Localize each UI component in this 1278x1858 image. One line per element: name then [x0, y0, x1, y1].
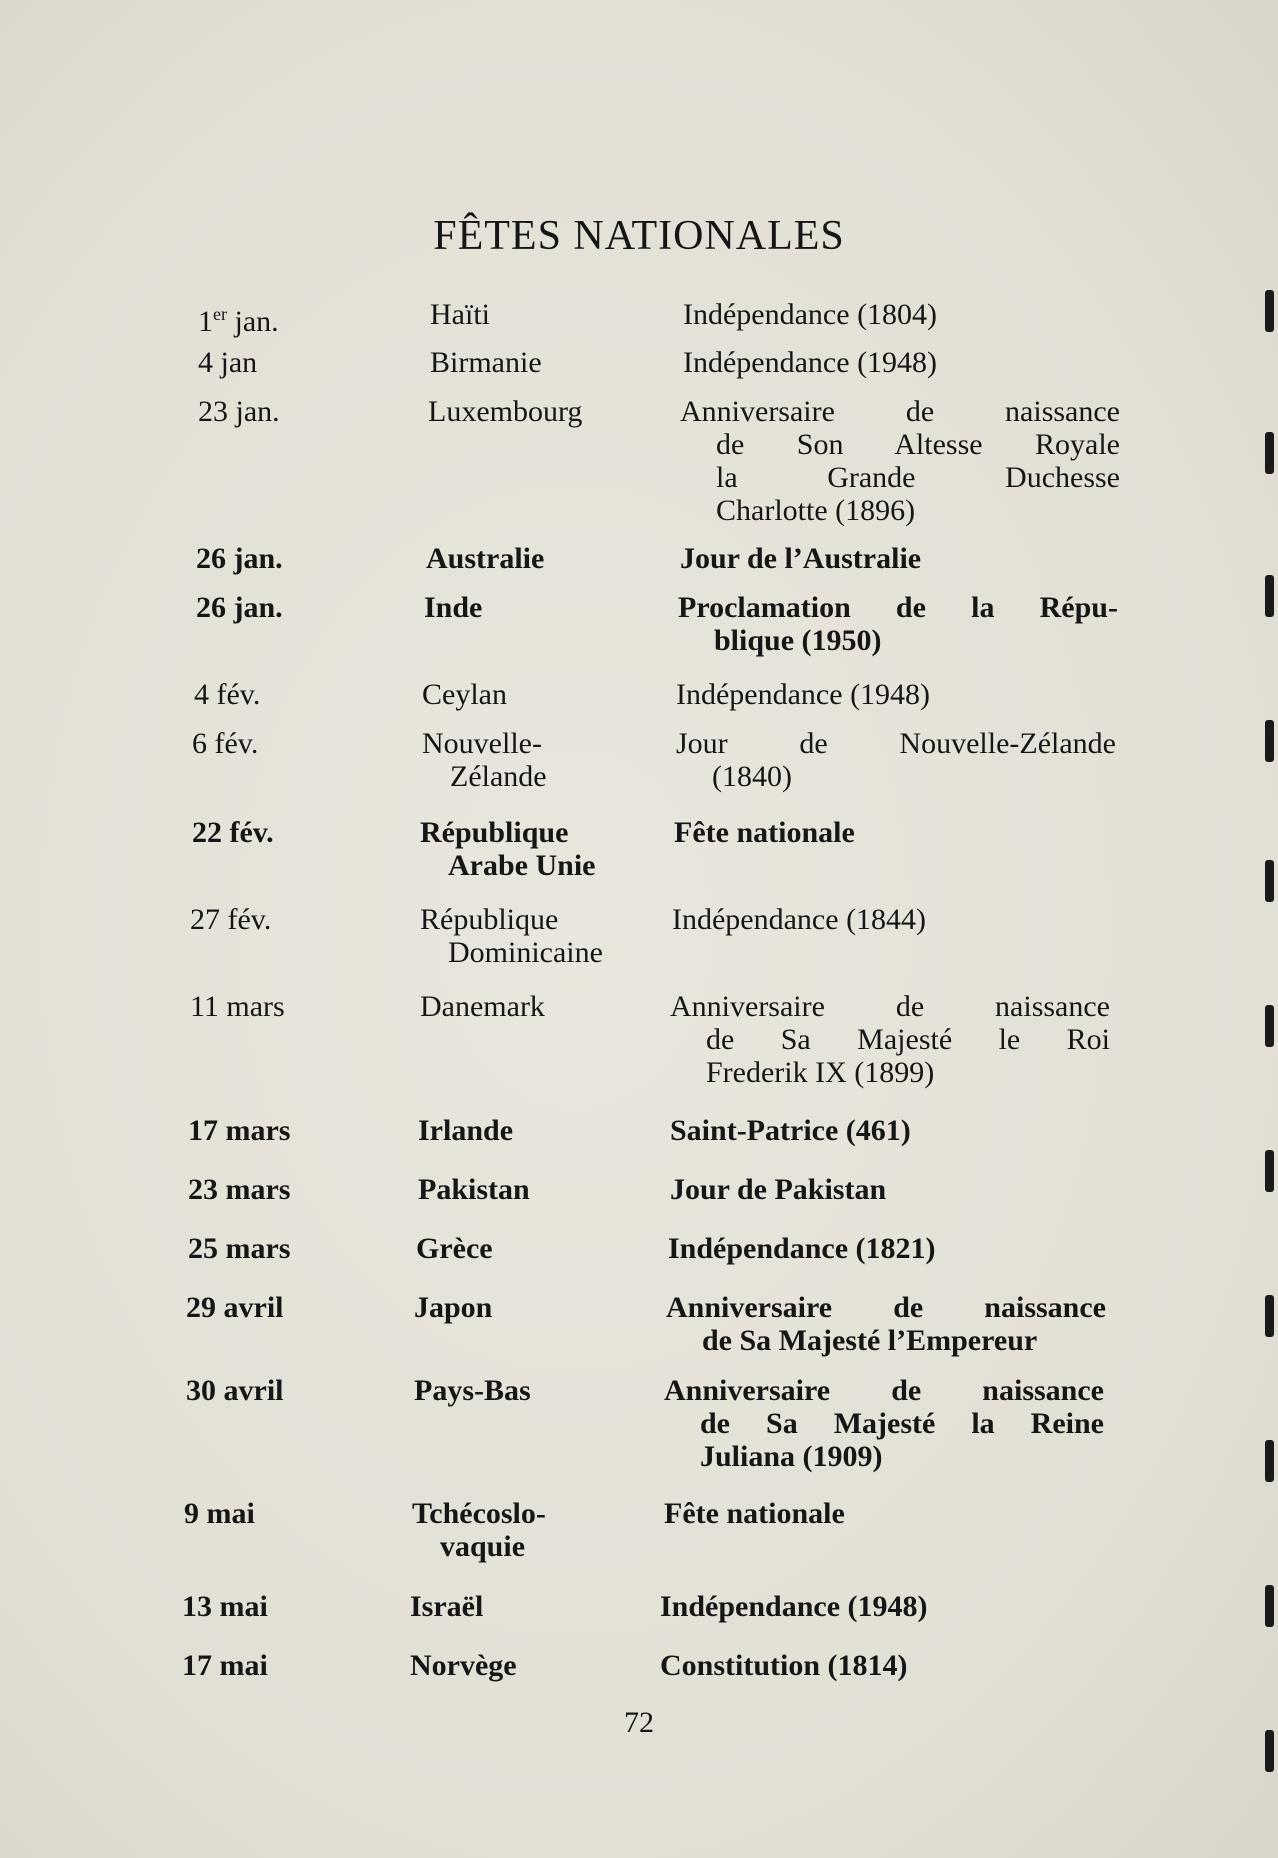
event-line: Indépendance (1844) [672, 903, 927, 936]
country-line: Haïti [430, 298, 490, 331]
event-line: de Sa Majesté l’Empereur [702, 1324, 1038, 1357]
holiday-country [420, 816, 640, 882]
holiday-country [414, 1374, 634, 1407]
country-line: Israël [410, 1590, 484, 1623]
holiday-country [412, 1497, 632, 1563]
binding-hole [1265, 432, 1274, 474]
holiday-date: 13 mai [182, 1590, 268, 1623]
holiday-event [666, 1291, 1106, 1357]
page-title: FÊTES NATIONALES [433, 213, 845, 259]
country-line: Pays-Bas [414, 1374, 531, 1407]
holiday-country [430, 346, 650, 379]
holiday-country [430, 298, 650, 331]
country-line: Nouvelle- [422, 727, 542, 760]
holiday-event [660, 1649, 1100, 1682]
binding-hole [1265, 290, 1274, 332]
holiday-date: 26 jan. [196, 591, 283, 624]
holiday-date: 4 fév. [194, 678, 261, 711]
holiday-date: 27 fév. [190, 903, 272, 936]
holiday-date: 9 mai [184, 1497, 255, 1530]
holiday-country [422, 727, 642, 793]
holiday-country [418, 1173, 638, 1206]
holiday-event [668, 1232, 1108, 1265]
country-line: Pakistan [418, 1173, 530, 1206]
event-line: la Grande Duchesse [716, 461, 1120, 494]
event-line: Fête nationale [664, 1497, 845, 1530]
event-line: de Son Altesse Royale [716, 428, 1120, 461]
event-line: Juliana (1909) [700, 1440, 883, 1473]
event-line: Fête nationale [674, 816, 855, 849]
event-line: Proclamation de la Répu- [678, 591, 1118, 624]
holiday-date: 11 mars [190, 990, 285, 1023]
country-line: République [420, 903, 559, 936]
holiday-event [664, 1374, 1104, 1473]
country-line: Zélande [450, 760, 547, 793]
country-line: République [420, 816, 569, 849]
holiday-event [670, 1114, 1110, 1147]
country-line: Arabe Unie [448, 849, 596, 882]
holiday-event [676, 727, 1116, 793]
event-line: Frederik IX (1899) [706, 1056, 935, 1089]
holiday-event [664, 1497, 1104, 1530]
holiday-country [428, 395, 648, 428]
binding-hole [1265, 1005, 1274, 1047]
holiday-country [410, 1649, 630, 1682]
holiday-country [418, 1114, 638, 1147]
holiday-event [680, 395, 1120, 527]
holiday-event [678, 591, 1118, 657]
holiday-country [420, 903, 640, 969]
holiday-event [683, 298, 1123, 331]
event-line: Anniversaire de naissance [666, 1291, 1106, 1324]
holiday-event [660, 1590, 1100, 1623]
holiday-event [680, 542, 1120, 575]
holiday-country [424, 591, 644, 624]
binding-hole [1265, 575, 1274, 617]
country-line: Japon [414, 1291, 493, 1324]
holiday-event [674, 816, 1114, 849]
holiday-country [426, 542, 646, 575]
holiday-event [670, 990, 1110, 1089]
holiday-date: 17 mai [182, 1649, 268, 1682]
event-line: blique (1950) [714, 624, 882, 657]
holiday-country [420, 990, 640, 1023]
country-line: vaquie [440, 1530, 526, 1563]
holiday-country [410, 1590, 630, 1623]
event-line: (1840) [712, 760, 792, 793]
holiday-event [676, 678, 1116, 711]
holiday-country [414, 1291, 634, 1324]
holiday-country [416, 1232, 636, 1265]
binding-hole [1265, 860, 1274, 902]
ordinal-superscript: er [213, 304, 227, 324]
holiday-date: 25 mars [188, 1232, 291, 1265]
holiday-date: 1er jan. [198, 304, 279, 338]
holiday-country [422, 678, 642, 711]
event-line: de Sa Majesté le Roi [706, 1023, 1110, 1056]
country-line: Ceylan [422, 678, 507, 711]
country-line: Danemark [420, 990, 545, 1023]
country-line: Grèce [416, 1232, 493, 1265]
holiday-event [672, 903, 1112, 936]
holiday-event [670, 1173, 1110, 1206]
holiday-date: 26 jan. [196, 542, 283, 575]
page-number: 72 [624, 1706, 654, 1739]
country-line: Tchécoslo- [412, 1497, 546, 1530]
binding-hole [1265, 1730, 1274, 1772]
holiday-date: 6 fév. [192, 727, 259, 760]
event-line: de Sa Majesté la Reine [700, 1407, 1104, 1440]
event-line: Indépendance (1948) [660, 1590, 928, 1623]
country-line: Irlande [418, 1114, 514, 1147]
event-line: Jour de l’Australie [680, 542, 922, 575]
binding-hole [1265, 1150, 1274, 1192]
binding-hole [1265, 1585, 1274, 1627]
country-line: Dominicaine [448, 936, 603, 969]
event-line: Anniversaire de naissance [680, 395, 1120, 428]
event-line: Anniversaire de naissance [670, 990, 1110, 1023]
event-line: Constitution (1814) [660, 1649, 908, 1682]
holiday-date: 30 avril [186, 1374, 284, 1407]
spiral-binding [1252, 0, 1278, 1858]
event-line: Jour de Pakistan [670, 1173, 887, 1206]
holiday-date: 17 mars [188, 1114, 291, 1147]
event-line: Jour de Nouvelle-Zélande [676, 727, 1116, 760]
holiday-event [683, 346, 1123, 379]
event-line: Indépendance (1948) [676, 678, 931, 711]
binding-hole [1265, 1440, 1274, 1482]
country-line: Norvège [410, 1649, 517, 1682]
holiday-date: 23 mars [188, 1173, 291, 1206]
binding-hole [1265, 1295, 1274, 1337]
event-line: Indépendance (1804) [683, 298, 938, 331]
holiday-date: 29 avril [186, 1291, 284, 1324]
event-line: Charlotte (1896) [716, 494, 916, 527]
event-line: Saint-Patrice (461) [670, 1114, 911, 1147]
holiday-date: 23 jan. [198, 395, 280, 428]
country-line: Birmanie [430, 346, 542, 379]
country-line: Australie [426, 542, 545, 575]
event-line: Anniversaire de naissance [664, 1374, 1104, 1407]
country-line: Inde [424, 591, 483, 624]
event-line: Indépendance (1948) [683, 346, 938, 379]
holiday-date: 4 jan [198, 346, 258, 379]
country-line: Luxembourg [428, 395, 583, 428]
holiday-date: 22 fév. [192, 816, 274, 849]
event-line: Indépendance (1821) [668, 1232, 936, 1265]
binding-hole [1265, 720, 1274, 762]
